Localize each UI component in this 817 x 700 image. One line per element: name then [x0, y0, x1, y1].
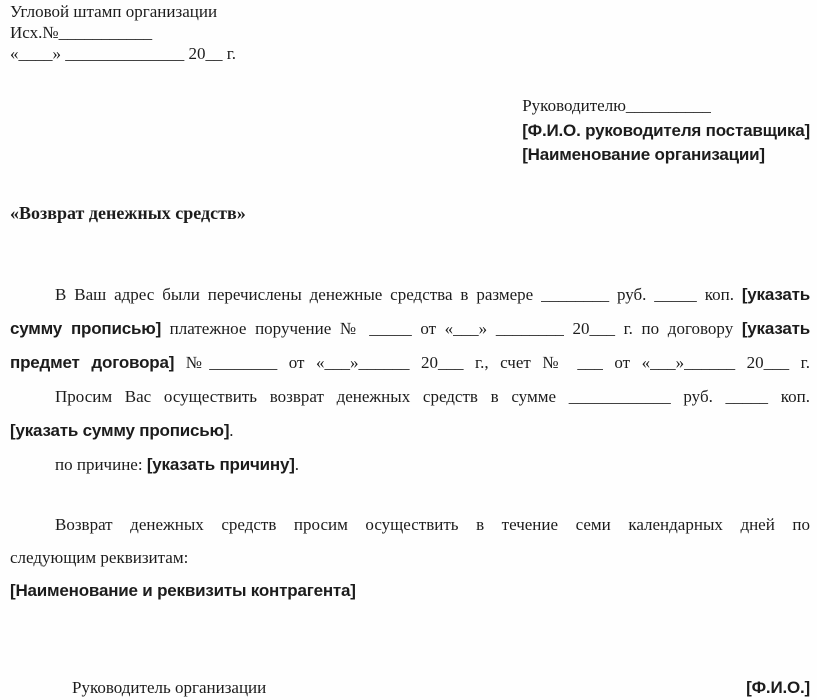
body-text: . — [294, 455, 299, 474]
placeholder-text: [указать сумму прописью] — [10, 421, 230, 440]
body-text: . — [229, 421, 234, 440]
body-text: Руководителю__________ — [522, 96, 711, 115]
text-line — [10, 312, 810, 346]
body-text: по причине: — [55, 455, 147, 474]
body-text: Возврат денежных средств просим осуществить в течение семи календарных дней по — [55, 515, 810, 534]
text-line — [10, 1, 236, 22]
text-line — [10, 43, 236, 64]
signature-name-placeholder: [Ф.И.О.] — [746, 678, 810, 697]
addressee-block — [522, 94, 810, 168]
text-line — [10, 574, 810, 607]
subject-line: «Возврат денежных средств» — [10, 203, 246, 223]
text-line — [10, 278, 810, 312]
text-line — [10, 414, 810, 448]
body-paragraph-2 — [10, 508, 810, 607]
text-line — [10, 22, 236, 43]
text-line — [522, 94, 810, 119]
text-line — [10, 448, 810, 482]
text-line — [522, 143, 810, 168]
body-text: «____» ______________ 20__ г. — [10, 44, 237, 63]
body-text: В Ваш адрес были перечислены денежные средства в размере ________ руб. _____ коп. — [55, 285, 742, 304]
body-text: следующим реквизитам: — [10, 548, 189, 567]
placeholder-text: [Наименование и реквизиты контрагента] — [10, 581, 356, 600]
body-text: Угловой штамп организации — [10, 2, 218, 21]
body-paragraph-1 — [10, 278, 810, 482]
sender-stamp-block — [10, 1, 236, 64]
placeholder-text: предмет договора] — [10, 353, 175, 372]
text-line — [10, 346, 810, 380]
placeholder-text: [Наименование организации] — [522, 145, 765, 164]
body-text: №________ от «___»______ 20___ г., счет № ___ от «___»______ 20___ г. — [174, 353, 810, 372]
signature-row — [10, 677, 810, 699]
placeholder-text: [Ф.И.О. руководителя поставщика] — [522, 120, 810, 140]
text-line — [522, 119, 810, 144]
placeholder-text: сумму прописью] — [10, 319, 162, 338]
text-line — [10, 541, 810, 574]
text-line — [10, 380, 810, 414]
placeholder-text: [указать причину] — [146, 455, 295, 474]
signature-title: Руководитель организации — [72, 678, 267, 697]
body-text: Исх.№___________ — [10, 23, 153, 42]
body-text: платежное поручение № _____ от «___» ________ 20___ г. по договору — [161, 319, 742, 338]
placeholder-text: [указать — [741, 285, 810, 304]
text-line — [10, 508, 810, 541]
body-text: Просим Вас осуществить возврат денежных средств в сумме ____________ руб. _____ коп. — [55, 387, 810, 406]
placeholder-text: [указать — [741, 319, 810, 338]
